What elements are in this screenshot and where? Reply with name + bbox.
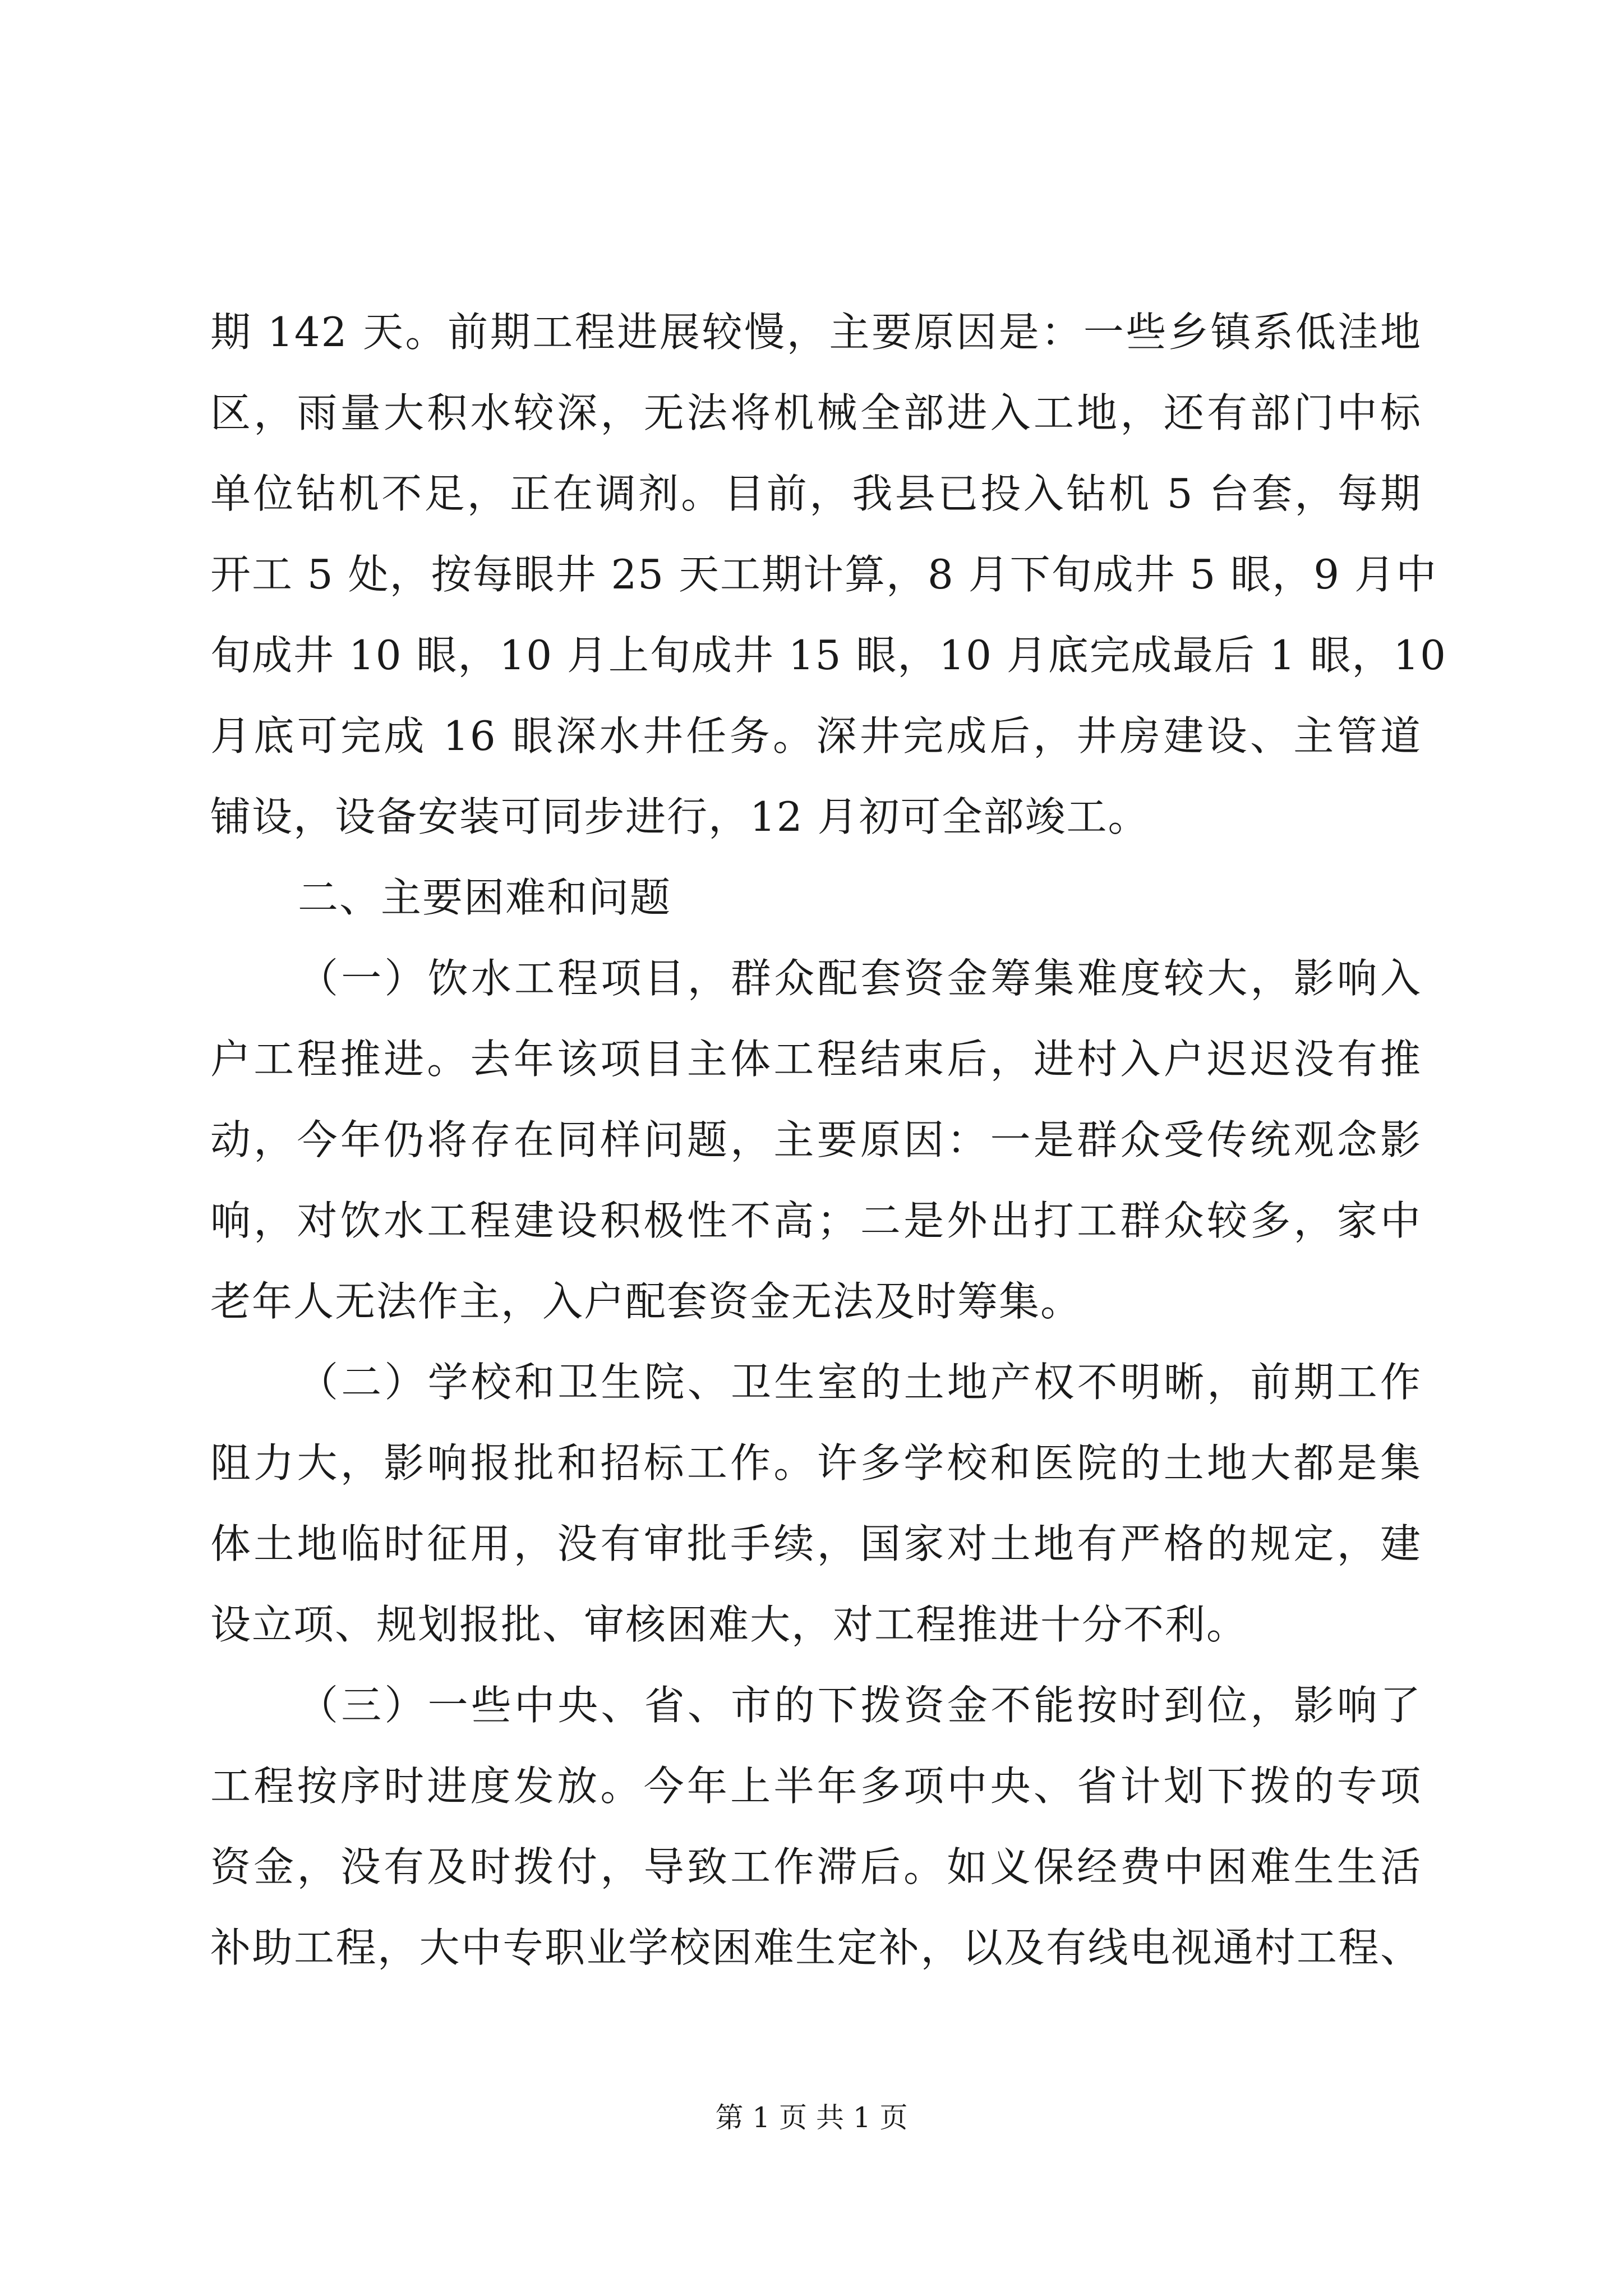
page-number-label: 第 1 页 共 1 页: [715, 2101, 908, 2134]
document-body: [210, 292, 1447, 1988]
text-line: 设立项、规划报批、审核困难大，对工程推进十分不利。: [210, 1601, 1248, 1648]
text-line: （一）饮水工程项目，群众配套资金筹集难度较大，影响入: [298, 955, 1422, 1002]
text-line: 开工 5 处，按每眼井 25 天工期计算，8 月下旬成井 5 眼，9 月中: [210, 551, 1437, 598]
text-line: 区，雨量大积水较深，无法将机械全部进入工地，还有部门中标: [210, 389, 1422, 436]
text-line: 月底可完成 16 眼深水井任务。深井完成后，井房建设、主管道: [210, 712, 1422, 760]
text-line: 单位钻机不足，正在调剂。目前，我县已投入钻机 5 台套，每期: [210, 470, 1422, 517]
text-line: 期 142 天。前期工程进展较慢，主要原因是：一些乡镇系低洼地: [210, 309, 1422, 356]
page-footer: [0, 2101, 1623, 2134]
text-line: 老年人无法作主，入户配套资金无法及时筹集。: [210, 1278, 1082, 1325]
text-line: 资金，没有及时拨付，导致工作滞后。如义保经费中困难生生活: [210, 1843, 1422, 1890]
text-line: （三）一些中央、省、市的下拨资金不能按时到位，影响了: [298, 1682, 1422, 1729]
text-line: 动，今年仍将存在同样问题，主要原因：一是群众受传统观念影: [210, 1116, 1422, 1163]
text-line: 响，对饮水工程建设积极性不高；二是外出打工群众较多，家中: [210, 1197, 1422, 1244]
text-line: 铺设，设备安装可同步进行，12 月初可全部竣工。: [210, 793, 1150, 840]
text-line: 户工程推进。去年该项目主体工程结束后，进村入户迟迟没有推: [210, 1036, 1422, 1083]
text-line: 体土地临时征用，没有审批手续，国家对土地有严格的规定，建: [210, 1520, 1422, 1567]
text-line: 补助工程，大中专职业学校困难生定补，以及有线电视通村工程、: [210, 1924, 1422, 1971]
section-heading: 二、主要困难和问题: [298, 874, 672, 921]
text-line: （二）学校和卫生院、卫生室的土地产权不明晰，前期工作: [298, 1359, 1422, 1406]
text-line: 阻力大，影响报批和招标工作。许多学校和医院的土地大都是集: [210, 1439, 1422, 1487]
text-line: 旬成井 10 眼，10 月上旬成井 15 眼，10 月底完成最后 1 眼，10: [210, 632, 1447, 679]
text-line: 工程按序时进度发放。今年上半年多项中央、省计划下拨的专项: [210, 1763, 1422, 1810]
